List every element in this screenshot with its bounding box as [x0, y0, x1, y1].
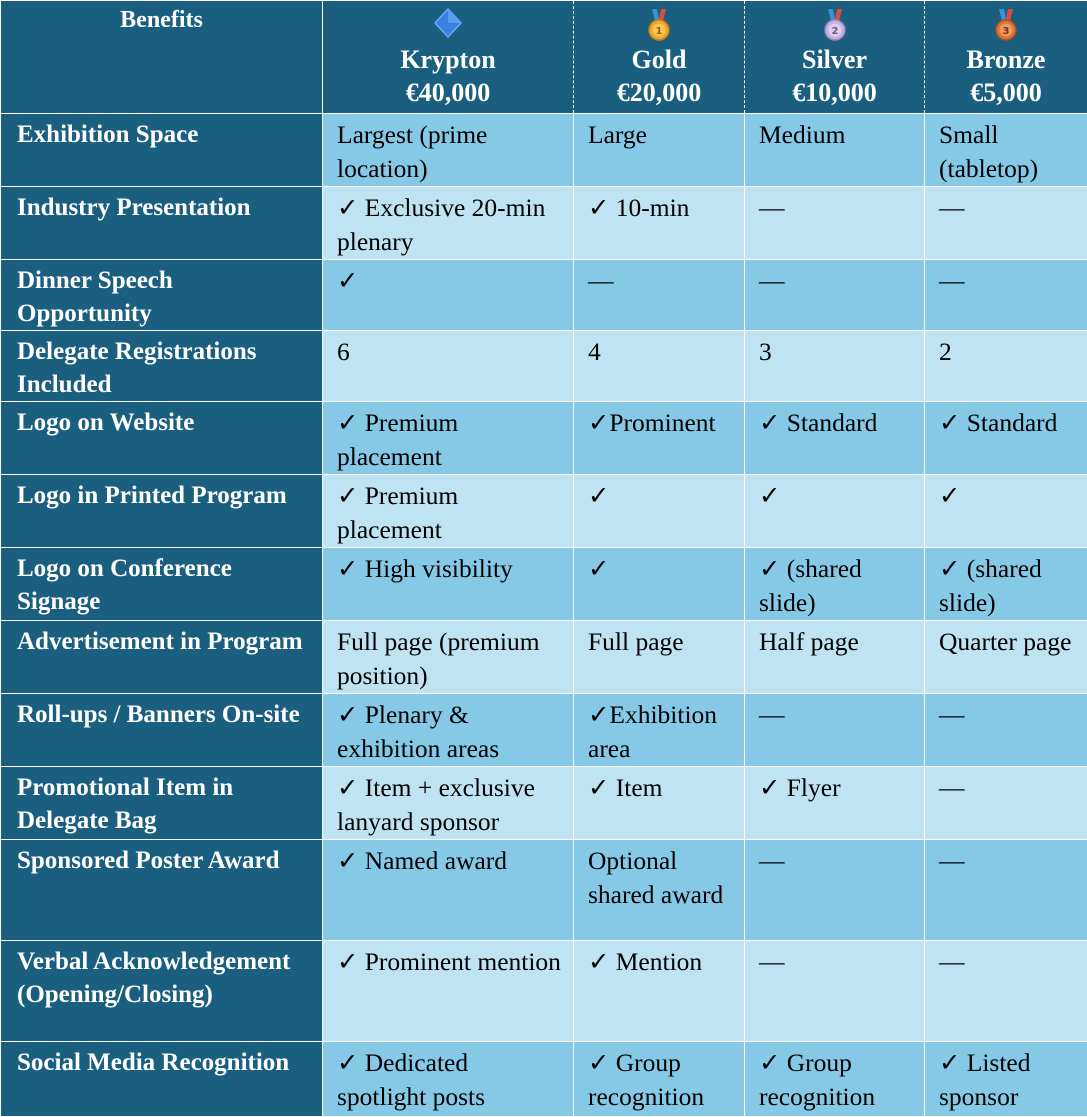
- table-row: [1, 475, 1087, 548]
- cell-krypton: ✓ High visibility: [323, 548, 574, 621]
- cell-gold: —: [574, 260, 745, 331]
- benefit-label-social-media: Social Media Recognition: [1, 1042, 323, 1117]
- cell-silver: —: [745, 840, 925, 941]
- cell-bronze: Small (tabletop): [925, 114, 1087, 187]
- tier-name: Krypton: [323, 43, 573, 76]
- table-row: [1, 767, 1087, 840]
- tier-header-gold: [574, 1, 745, 114]
- cell-gold: Full page: [574, 621, 745, 694]
- cell-gold: Large: [574, 114, 745, 187]
- benefit-label-promotional-item: Promotional Item in Delegate Bag: [1, 767, 323, 840]
- gold-medal-icon: [574, 7, 744, 43]
- cell-silver: —: [745, 260, 925, 331]
- benefit-label-advertisement-program: Advertisement in Program: [1, 621, 323, 694]
- tier-price: €5,000: [925, 76, 1087, 109]
- diamond-icon: [323, 7, 573, 43]
- cell-gold: ✓Exhibition area: [574, 694, 745, 767]
- table-row: [1, 260, 1087, 331]
- tier-header-silver: [745, 1, 925, 114]
- cell-krypton: ✓ Named award: [323, 840, 574, 941]
- tier-name: Bronze: [925, 43, 1087, 76]
- benefit-label-exhibition-space: Exhibition Space: [1, 114, 323, 187]
- cell-silver: —: [745, 941, 925, 1042]
- cell-krypton: ✓ Premium placement: [323, 475, 574, 548]
- benefits-header: Benefits: [1, 1, 323, 114]
- benefit-label-rollups-banners: Roll-ups / Banners On-site: [1, 694, 323, 767]
- svg-text:1: 1: [656, 26, 663, 37]
- benefit-label-poster-award: Sponsored Poster Award: [1, 840, 323, 941]
- cell-gold: ✓Prominent: [574, 402, 745, 475]
- cell-gold: ✓ 10-min: [574, 187, 745, 260]
- cell-gold: ✓ Item: [574, 767, 745, 840]
- cell-bronze: —: [925, 941, 1087, 1042]
- table-row: [1, 621, 1087, 694]
- benefit-label-industry-presentation: Industry Presentation: [1, 187, 323, 260]
- tier-price: €10,000: [745, 76, 924, 109]
- cell-krypton: ✓ Exclusive 20-min plenary: [323, 187, 574, 260]
- cell-silver: ✓ Group recognition: [745, 1042, 925, 1117]
- cell-bronze: ✓ (shared slide): [925, 548, 1087, 621]
- cell-gold: ✓ Group recognition: [574, 1042, 745, 1117]
- cell-gold: Optional shared award: [574, 840, 745, 941]
- tier-header-bronze: [925, 1, 1087, 114]
- cell-gold: 4: [574, 331, 745, 402]
- table-row: [1, 548, 1087, 621]
- silver-medal-icon: [745, 7, 924, 43]
- table-row: [1, 694, 1087, 767]
- cell-gold: ✓ Mention: [574, 941, 745, 1042]
- cell-bronze: —: [925, 260, 1087, 331]
- table-row: [1, 114, 1087, 187]
- benefit-label-logo-signage: Logo on Conference Signage: [1, 548, 323, 621]
- cell-krypton: ✓ Prominent mention: [323, 941, 574, 1042]
- cell-gold: ✓: [574, 548, 745, 621]
- table-row: [1, 941, 1087, 1042]
- tier-name: Gold: [574, 43, 744, 76]
- table-row: [1, 402, 1087, 475]
- cell-bronze: ✓ Standard: [925, 402, 1087, 475]
- cell-silver: ✓: [745, 475, 925, 548]
- cell-bronze: —: [925, 187, 1087, 260]
- header-row: [1, 1, 1087, 114]
- cell-silver: 3: [745, 331, 925, 402]
- cell-bronze: Quarter page: [925, 621, 1087, 694]
- cell-silver: —: [745, 187, 925, 260]
- table-row: [1, 187, 1087, 260]
- benefit-label-dinner-speech: Dinner Speech Opportunity: [1, 260, 323, 331]
- tier-price: €20,000: [574, 76, 744, 109]
- tier-name: Silver: [745, 43, 924, 76]
- table-body: [1, 114, 1087, 1117]
- cell-krypton: 6: [323, 331, 574, 402]
- cell-silver: ✓ Standard: [745, 402, 925, 475]
- cell-bronze: ✓: [925, 475, 1087, 548]
- cell-krypton: ✓ Premium placement: [323, 402, 574, 475]
- cell-krypton: ✓ Item + exclusive lanyard sponsor: [323, 767, 574, 840]
- cell-silver: —: [745, 694, 925, 767]
- cell-silver: ✓ Flyer: [745, 767, 925, 840]
- tier-price: €40,000: [323, 76, 573, 109]
- benefit-label-logo-printed-program: Logo in Printed Program: [1, 475, 323, 548]
- cell-krypton: Largest (prime location): [323, 114, 574, 187]
- cell-krypton: ✓ Plenary & exhibition areas: [323, 694, 574, 767]
- svg-text:2: 2: [831, 26, 838, 37]
- cell-bronze: —: [925, 840, 1087, 941]
- table-row: [1, 1042, 1087, 1117]
- cell-silver: Half page: [745, 621, 925, 694]
- tier-header-krypton: [323, 1, 574, 114]
- cell-krypton: ✓ Dedicated spotlight posts: [323, 1042, 574, 1117]
- benefit-label-logo-website: Logo on Website: [1, 402, 323, 475]
- cell-bronze: —: [925, 767, 1087, 840]
- cell-bronze: 2: [925, 331, 1087, 402]
- cell-bronze: ✓ Listed sponsor: [925, 1042, 1087, 1117]
- table-row: [1, 331, 1087, 402]
- bronze-medal-icon: [925, 7, 1087, 43]
- cell-krypton: ✓: [323, 260, 574, 331]
- cell-bronze: —: [925, 694, 1087, 767]
- cell-silver: ✓ (shared slide): [745, 548, 925, 621]
- cell-gold: ✓: [574, 475, 745, 548]
- benefit-label-verbal-acknowledgement: Verbal Acknowledgement (Opening/Closing): [1, 941, 323, 1042]
- benefit-label-delegate-registrations: Delegate Registrations Included: [1, 331, 323, 402]
- cell-silver: Medium: [745, 114, 925, 187]
- cell-krypton: Full page (premium position): [323, 621, 574, 694]
- table-row: [1, 840, 1087, 941]
- svg-text:3: 3: [1003, 26, 1010, 37]
